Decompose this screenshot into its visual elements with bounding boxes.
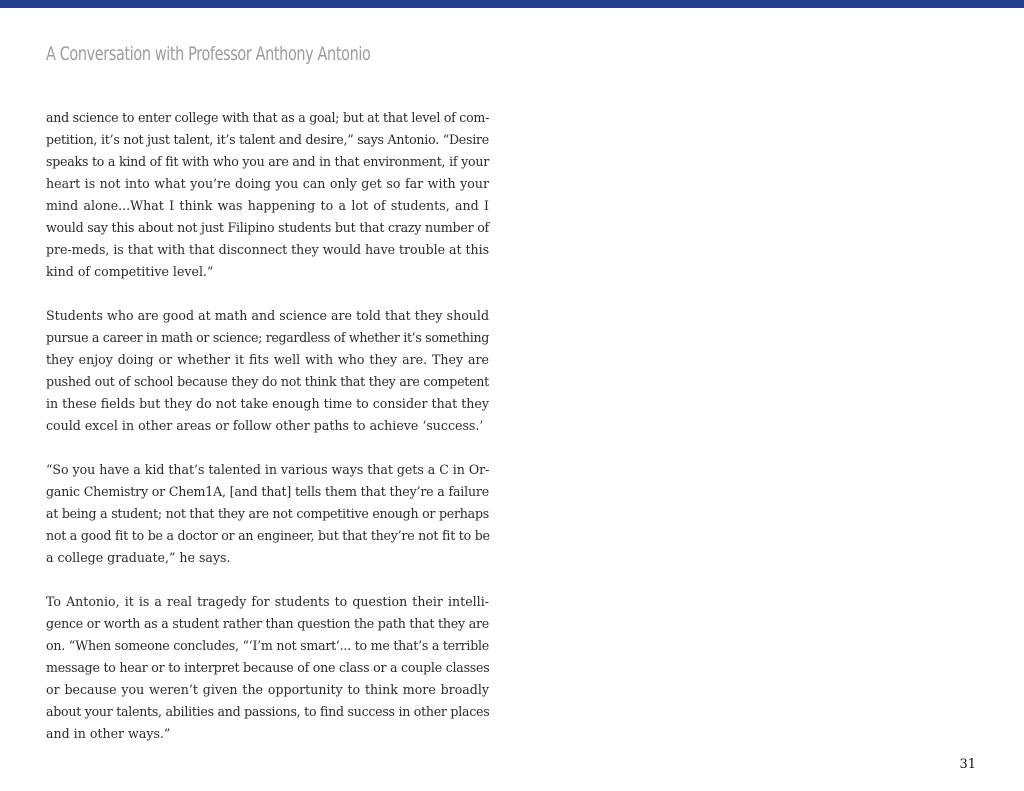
text-line: or because you weren’t given the opportunity to think more broadly: [46, 682, 489, 697]
text-line: pre-meds, is that with that disconnect they would have trouble at this: [46, 242, 489, 257]
page-header-title: A Conversation with Professor Anthony Antonio: [46, 43, 371, 65]
text-line: heart is not into what you’re doing you can only get so far with your: [46, 176, 489, 191]
paragraph-1: [46, 107, 489, 283]
text-line: and in other ways.”: [46, 726, 171, 741]
text-line: speaks to a kind of fit with who you are and in that environment, if your: [46, 154, 489, 169]
text-line: in these fields but they do not take enough time to consider that they: [46, 396, 489, 411]
text-line: message to hear or to interpret because of one class or a couple classes: [46, 660, 490, 675]
page-number: 31: [959, 757, 976, 772]
text-line: they enjoy doing or whether it fits well with who they are. They are: [46, 352, 489, 367]
article-body: [46, 107, 489, 767]
text-line: petition, it’s not just talent, it’s talent and desire,” says Antonio. “Desire: [46, 132, 489, 147]
text-line: and science to enter college with that as a goal; but at that level of com-: [46, 110, 490, 125]
text-line: ganic Chemistry or Chem1A, [and that] tells them that they’re a failure: [46, 484, 489, 499]
text-line: about your talents, abilities and passions, to find success in other places: [46, 704, 490, 719]
text-line: To Antonio, it is a real tragedy for students to question their intelli-: [46, 594, 489, 609]
text-line: at being a student; not that they are not competitive enough or perhaps: [46, 506, 489, 521]
paragraph-3: [46, 459, 489, 569]
text-line: mind alone...What I think was happening to a lot of students, and I: [46, 198, 489, 213]
text-line: not a good fit to be a doctor or an engineer, but that they’re not fit to be: [46, 528, 490, 543]
text-line: could excel in other areas or follow other paths to achieve ‘success.’: [46, 418, 484, 433]
text-line: “So you have a kid that’s talented in various ways that gets a C in Or-: [46, 462, 490, 477]
text-line: on. “When someone concludes, “‘I’m not smart’... to me that’s a terrible: [46, 638, 489, 653]
text-line: gence or worth as a student rather than question the path that they are: [46, 616, 489, 631]
text-line: a college graduate,” he says.: [46, 550, 231, 565]
text-line: pursue a career in math or science; regardless of whether it’s something: [46, 330, 489, 345]
text-line: pushed out of school because they do not think that they are competent: [46, 374, 489, 389]
text-line: kind of competitive level.”: [46, 264, 214, 279]
text-line: would say this about not just Filipino students but that crazy number of: [46, 220, 489, 235]
text-line: Students who are good at math and science are told that they should: [46, 308, 489, 323]
top-accent-bar: [0, 0, 1024, 8]
paragraph-4: [46, 591, 489, 745]
paragraph-2: [46, 305, 489, 437]
